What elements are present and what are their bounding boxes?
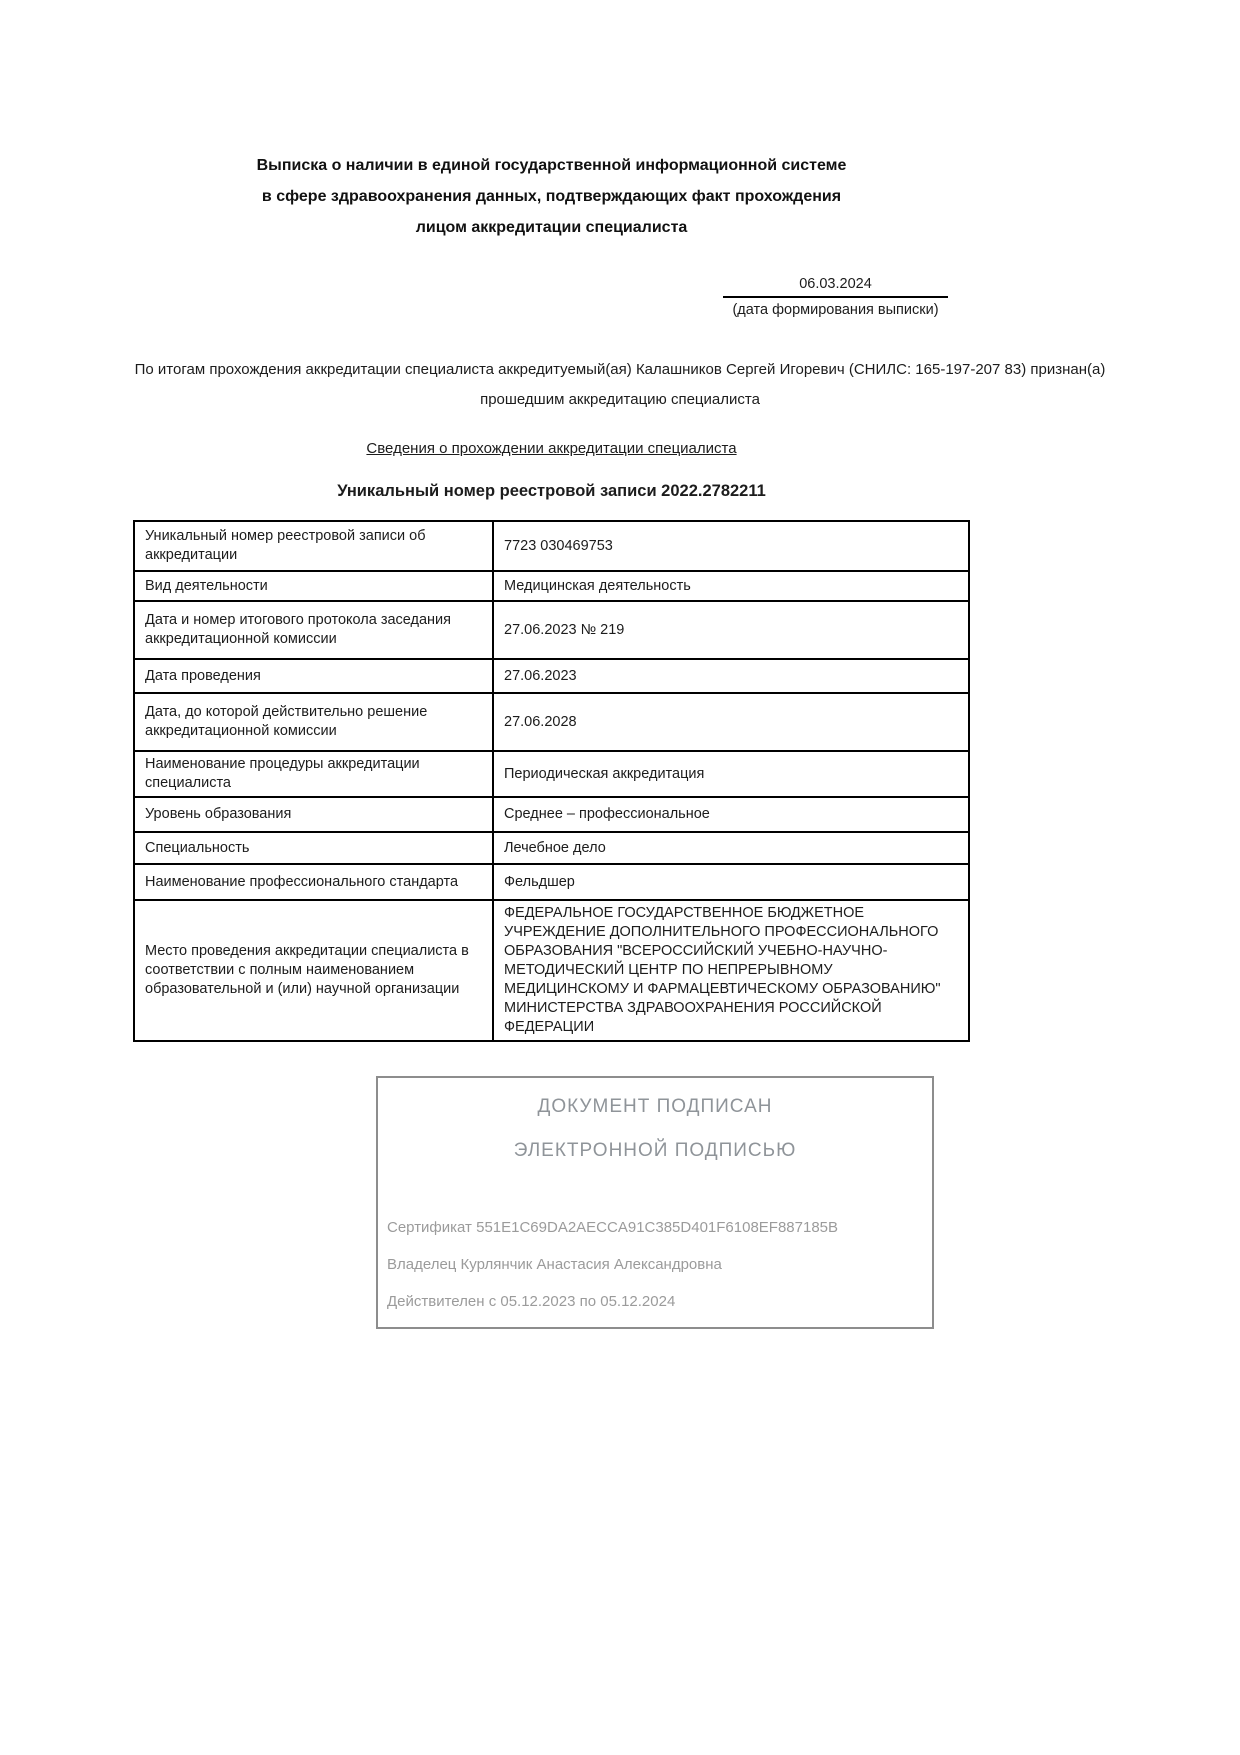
- table-row: [134, 521, 969, 571]
- document-title: Выписка о наличии в единой государственной информационной системе в сфере здравоохранения данных, подтверждающих факт прохождения лицом аккредитации специалиста: [256, 157, 847, 236]
- extract-date-block: [723, 275, 948, 319]
- signature-owner: Владелец Курлянчик Анастасия Александровна: [387, 1256, 722, 1273]
- signature-stamp: [376, 1076, 934, 1329]
- row-value: Медицинская деятельность: [493, 571, 969, 601]
- signature-title-line2: ЭЛЕКТРОННОЙ ПОДПИСЬЮ: [513, 1140, 797, 1161]
- row-label: Вид деятельности: [134, 571, 493, 601]
- record-number-heading: Уникальный номер реестровой записи 2022.2782211: [337, 482, 766, 500]
- row-label: Наименование процедуры аккредитации специалиста: [134, 751, 493, 797]
- row-value: ФЕДЕРАЛЬНОЕ ГОСУДАРСТВЕННОЕ БЮДЖЕТНОЕ УЧРЕЖДЕНИЕ ДОПОЛНИТЕЛЬНОГО ПРОФЕССИОНАЛЬНОГО ОБРАЗОВАНИЯ "ВСЕРОССИЙСКИЙ УЧЕБНО-НАУЧНО-МЕТОДИЧЕСКИЙ ЦЕНТР ПО НЕПРЕРЫВНОМУ МЕДИЦИНСКОМУ И ФАРМАЦЕВТИЧЕСКОМУ ОБРАЗОВАНИЮ" МИНИСТЕРСТВА ЗДРАВООХРАНЕНИЯ РОССИЙСКОЙ ФЕДЕРАЦИИ: [493, 900, 969, 1041]
- row-label: Специальность: [134, 832, 493, 864]
- signature-title-line1: ДОКУМЕНТ ПОДПИСАН: [537, 1096, 773, 1117]
- row-value: 27.06.2023 № 219: [493, 601, 969, 659]
- table-row: [134, 751, 969, 797]
- section-heading: Сведения о прохождении аккредитации специалиста: [366, 440, 737, 457]
- table-row: [134, 864, 969, 900]
- signature-certificate: Сертификат 551E1C69DA2AECCA91C385D401F6108EF887185B: [387, 1219, 839, 1236]
- extract-date: 06.03.2024: [723, 275, 948, 298]
- accreditation-table: [133, 520, 970, 1042]
- table-row: [134, 797, 969, 832]
- row-value: Среднее – профессиональное: [493, 797, 969, 832]
- row-label: Наименование профессионального стандарта: [134, 864, 493, 900]
- row-label: Дата проведения: [134, 659, 493, 693]
- signature-validity: Действителен с 05.12.2023 по 05.12.2024: [387, 1293, 676, 1310]
- table-row: [134, 601, 969, 659]
- row-value: 27.06.2028: [493, 693, 969, 751]
- table-row: [134, 900, 969, 1041]
- row-label: Уровень образования: [134, 797, 493, 832]
- row-label: Дата, до которой действительно решение аккредитационной комиссии: [134, 693, 493, 751]
- row-label: Место проведения аккредитации специалиста в соответствии с полным наименованием образовательной и (или) научной организации: [134, 900, 493, 1041]
- row-value: Фельдшер: [493, 864, 969, 900]
- row-label: Уникальный номер реестровой записи об аккредитации: [134, 521, 493, 571]
- row-value: Лечебное дело: [493, 832, 969, 864]
- table-row: [134, 693, 969, 751]
- row-value: Периодическая аккредитация: [493, 751, 969, 797]
- intro-paragraph: По итогам прохождения аккредитации специалиста аккредитуемый(ая) Калашников Сергей Игоревич (СНИЛС: 165-197-207 83) признан(а) прошедшим аккредитацию специалиста: [134, 361, 1106, 408]
- table-row: [134, 659, 969, 693]
- row-label: Дата и номер итогового протокола заседания аккредитационной комиссии: [134, 601, 493, 659]
- row-value: 27.06.2023: [493, 659, 969, 693]
- extract-date-caption: (дата формирования выписки): [732, 302, 939, 318]
- row-value: 7723 030469753: [493, 521, 969, 571]
- table-row: [134, 832, 969, 864]
- table-row: [134, 571, 969, 601]
